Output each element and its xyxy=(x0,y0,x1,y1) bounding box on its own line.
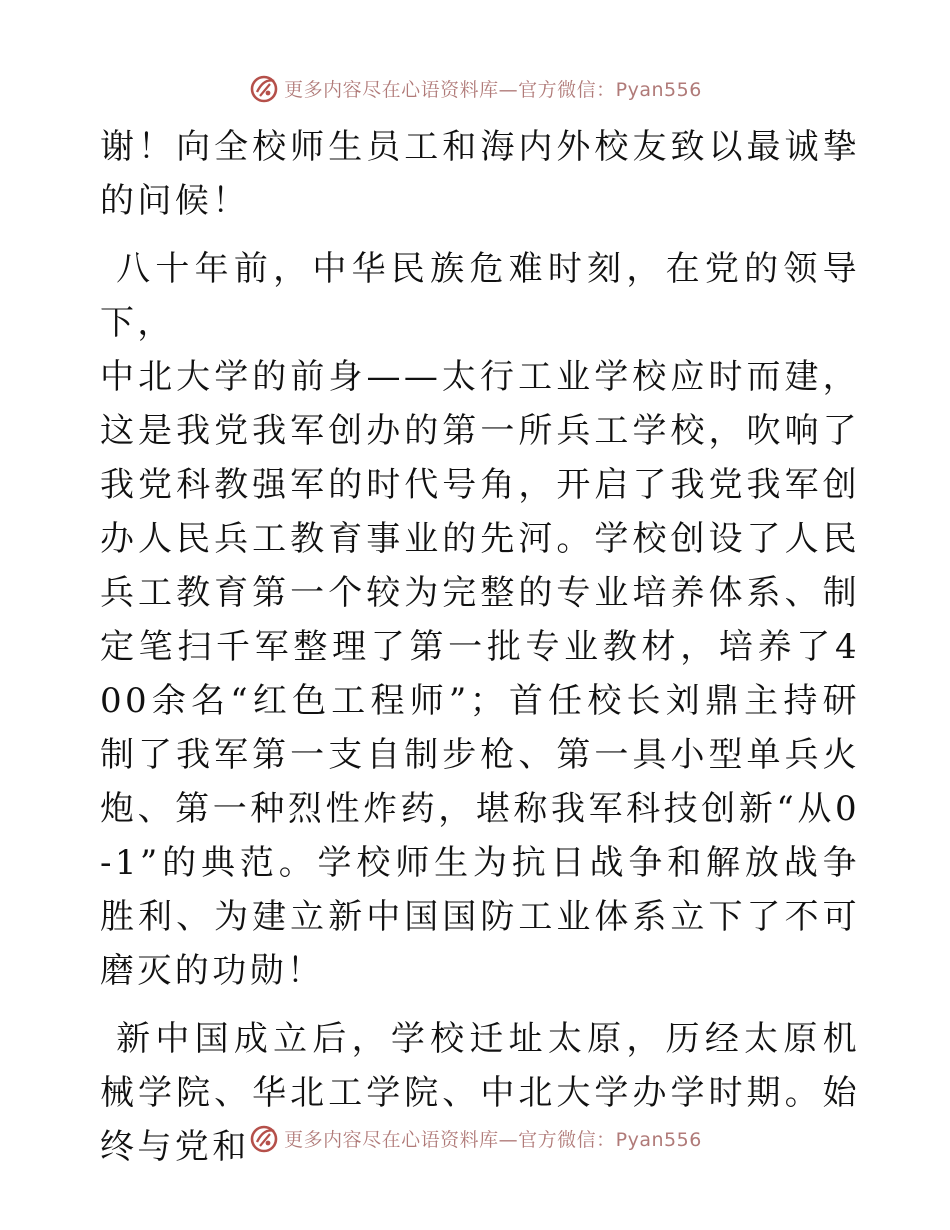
watermark-logo-icon xyxy=(248,72,280,104)
paragraph-3: 新中国成立后，学校迁址太原，历经太原机械学院、华北工学院、中北大学办学时期。始终与党和 xyxy=(100,1019,860,1167)
header-watermark xyxy=(0,72,950,104)
watermark-text: 更多内容尽在心语资料库—官方微信：Pyan556 xyxy=(284,1128,702,1151)
footer-watermark xyxy=(0,1122,950,1154)
paragraph-1: 谢！向全校师生员工和海内外校友致以最诚挚的问候！ xyxy=(100,127,860,221)
document-body xyxy=(100,120,860,1174)
watermark-logo-icon xyxy=(248,1122,280,1154)
paragraph-2: 八十年前，中华民族危难时刻，在党的领导下， 中北大学的前身——太行工业学校应时而建，这是我党我军创办的第一所兵工学校，吹响了我党科教强军的时代号角，开启了我党我军创办人民兵工教育事业的先河。学校创设了人民兵工教育第一个较为完整的专业培养体系、制定笔扫千军整理了第一批专业教材，培养了400余名“红色工程师”；首任校长刘鼎主持研制了我军第一支自制步枪、第一具小型单兵火炮、第一种烈性炸药，堪称我军科技创新“从0-1”的典范。学校师生为抗日战争和解放战争胜利、为建立新中国国防工业体系立下了不可磨灭的功勋！ xyxy=(100,249,860,991)
watermark-text: 更多内容尽在心语资料库—官方微信：Pyan556 xyxy=(284,78,702,101)
